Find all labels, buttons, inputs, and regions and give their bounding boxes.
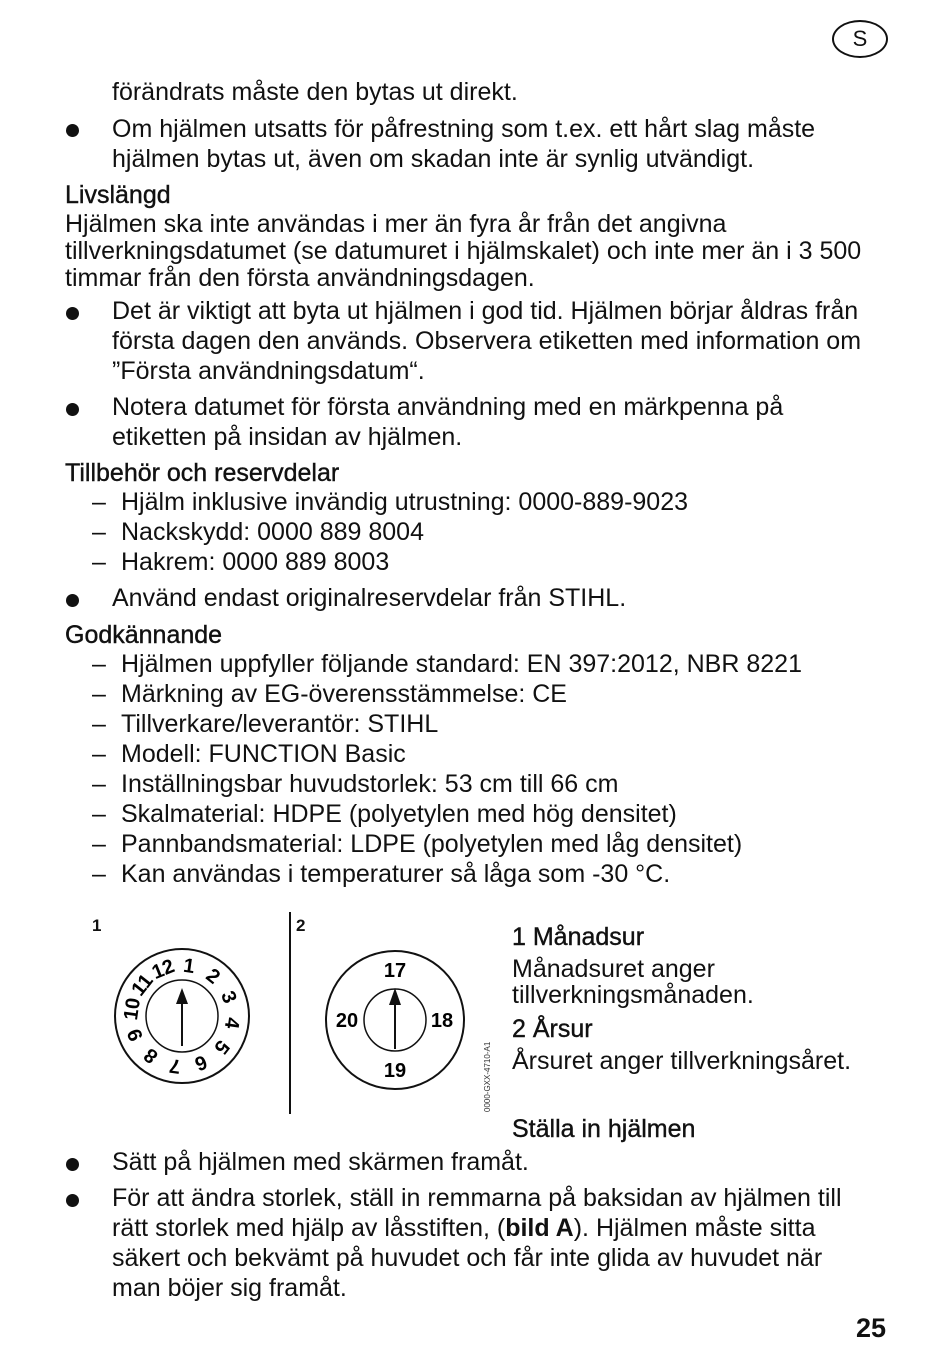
month-number: 10 bbox=[120, 996, 145, 1022]
caption-year-title: 2 Årsur bbox=[512, 1015, 593, 1043]
year-number: 20 bbox=[335, 1010, 359, 1032]
intro-bullet-line: hjälmen bytas ut, även om skadan inte är synlig utvändigt. bbox=[112, 145, 755, 173]
month-number: 5 bbox=[209, 1035, 234, 1058]
dash-marker: – bbox=[92, 548, 106, 576]
figure-label-2: 2 bbox=[296, 916, 306, 935]
intro-bullet-line: Om hjälmen utsatts för påfrestning som t.ex. ett hårt slag måste bbox=[112, 115, 816, 143]
month-number: 1 bbox=[181, 954, 197, 979]
caption-month-title: 1 Månadsur bbox=[512, 923, 645, 951]
figure-reference: bild A bbox=[505, 1214, 574, 1242]
caption-month-text: Månadsuret anger bbox=[512, 955, 715, 983]
month-number: 2 bbox=[201, 964, 224, 989]
lifespan-bullet-line: ”Första användningsdatum“. bbox=[112, 357, 425, 385]
approval-item: Modell: FUNCTION Basic bbox=[121, 740, 406, 768]
month-number: 12 bbox=[148, 955, 178, 984]
accessory-item: Hakrem: 0000 889 8003 bbox=[121, 548, 390, 576]
lifespan-paragraph-line: tillverkningsdatumet (se datumuret i hjälmskalet) och inte mer än i 3 500 bbox=[65, 237, 862, 265]
approval-item: Pannbandsmaterial: LDPE (polyetylen med låg densitet) bbox=[121, 830, 743, 858]
dash-marker: – bbox=[92, 860, 106, 888]
adjust-text: rätt storlek med hjälp av låsstiften, ( bbox=[112, 1214, 506, 1242]
lifespan-paragraph-line: timmar från den första användningsdagen. bbox=[65, 264, 535, 292]
accessory-bullet: Använd endast originalreservdelar från STIHL. bbox=[112, 584, 627, 612]
month-number: 3 bbox=[216, 988, 241, 1007]
month-number: 4 bbox=[219, 1015, 244, 1031]
dash-marker: – bbox=[92, 680, 106, 708]
year-clock bbox=[326, 951, 464, 1089]
month-number: 11 bbox=[127, 970, 158, 1001]
approval-item: Hjälmen uppfyller följande standard: EN 397:2012, NBR 8221 bbox=[121, 650, 802, 678]
year-number: 18 bbox=[430, 1010, 454, 1032]
dash-marker: – bbox=[92, 800, 106, 828]
figure-code: 0000-GXX-4710-A1 bbox=[483, 1041, 492, 1112]
dash-marker: – bbox=[92, 650, 106, 678]
adjust-text: ). Hjälmen måste sitta bbox=[573, 1214, 816, 1242]
bullet-dot bbox=[66, 1194, 79, 1207]
year-number: 17 bbox=[383, 960, 407, 982]
dash-marker: – bbox=[92, 830, 106, 858]
bullet-dot bbox=[66, 1158, 79, 1171]
adjust-bullet-line: säkert och bekvämt på huvudet och får inte glida av huvudet när bbox=[112, 1244, 823, 1272]
approval-item: Kan användas i temperaturer så låga som -30 °C. bbox=[121, 860, 671, 888]
approval-item: Tillverkare/leverantör: STIHL bbox=[121, 710, 439, 738]
dash-marker: – bbox=[92, 518, 106, 546]
approval-item: Inställningsbar huvudstorlek: 53 cm till 66 cm bbox=[121, 770, 619, 798]
pointer-arrow-icon bbox=[389, 988, 401, 1005]
pointer-arrow-icon bbox=[176, 988, 188, 1004]
lifespan-bullet-line: etiketten på insidan av hjälmen. bbox=[112, 423, 463, 451]
intro-continuation: förändrats måste den bytas ut direkt. bbox=[112, 78, 518, 106]
month-number: 6 bbox=[191, 1050, 210, 1075]
adjust-bullet-line bbox=[112, 1213, 815, 1243]
section-heading-approval: Godkännande bbox=[65, 621, 223, 649]
page-number: 25 bbox=[856, 1313, 887, 1343]
month-clock bbox=[115, 949, 249, 1083]
month-number: 8 bbox=[140, 1043, 163, 1068]
approval-item: Skalmaterial: HDPE (polyetylen med hög densitet) bbox=[121, 800, 677, 828]
month-number: 9 bbox=[123, 1025, 148, 1044]
dash-marker: – bbox=[92, 710, 106, 738]
month-number: 7 bbox=[167, 1053, 183, 1078]
approval-item: Märkning av EG-överensstämmelse: CE bbox=[121, 680, 567, 708]
lifespan-bullet-line: Det är viktigt att byta ut hjälmen i god tid. Hjälmen börjar åldras från bbox=[112, 297, 859, 325]
section-heading-adjust: Ställa in hjälmen bbox=[512, 1115, 696, 1143]
section-heading-lifespan: Livslängd bbox=[65, 181, 171, 209]
lifespan-paragraph-line: Hjälmen ska inte användas i mer än fyra år från det angivna bbox=[65, 210, 727, 238]
language-badge-label: S bbox=[852, 26, 868, 51]
accessory-item: Nackskydd: 0000 889 8004 bbox=[121, 518, 424, 546]
caption-year-text: Årsuret anger tillverkningsåret. bbox=[512, 1047, 852, 1075]
figure-label-1: 1 bbox=[92, 916, 102, 935]
lifespan-bullet-line: första dagen den används. Observera etiketten med information om bbox=[112, 327, 862, 355]
caption-month-text: tillverkningsmånaden. bbox=[512, 981, 754, 1009]
year-number: 19 bbox=[383, 1060, 407, 1082]
lifespan-bullet-line: Notera datumet för första användning med en märkpenna på bbox=[112, 393, 784, 421]
dash-marker: – bbox=[92, 740, 106, 768]
accessory-item: Hjälm inklusive invändig utrustning: 0000-889-9023 bbox=[121, 488, 689, 516]
section-heading-accessories: Tillbehör och reservdelar bbox=[65, 459, 340, 487]
adjust-bullet-line: man böjer sig framåt. bbox=[112, 1274, 347, 1302]
dash-marker: – bbox=[92, 488, 106, 516]
adjust-bullet: Sätt på hjälmen med skärmen framåt. bbox=[112, 1148, 529, 1176]
adjust-bullet-line: För att ändra storlek, ställ in remmarna på baksidan av hjälmen till bbox=[112, 1184, 842, 1212]
dash-marker: – bbox=[92, 770, 106, 798]
